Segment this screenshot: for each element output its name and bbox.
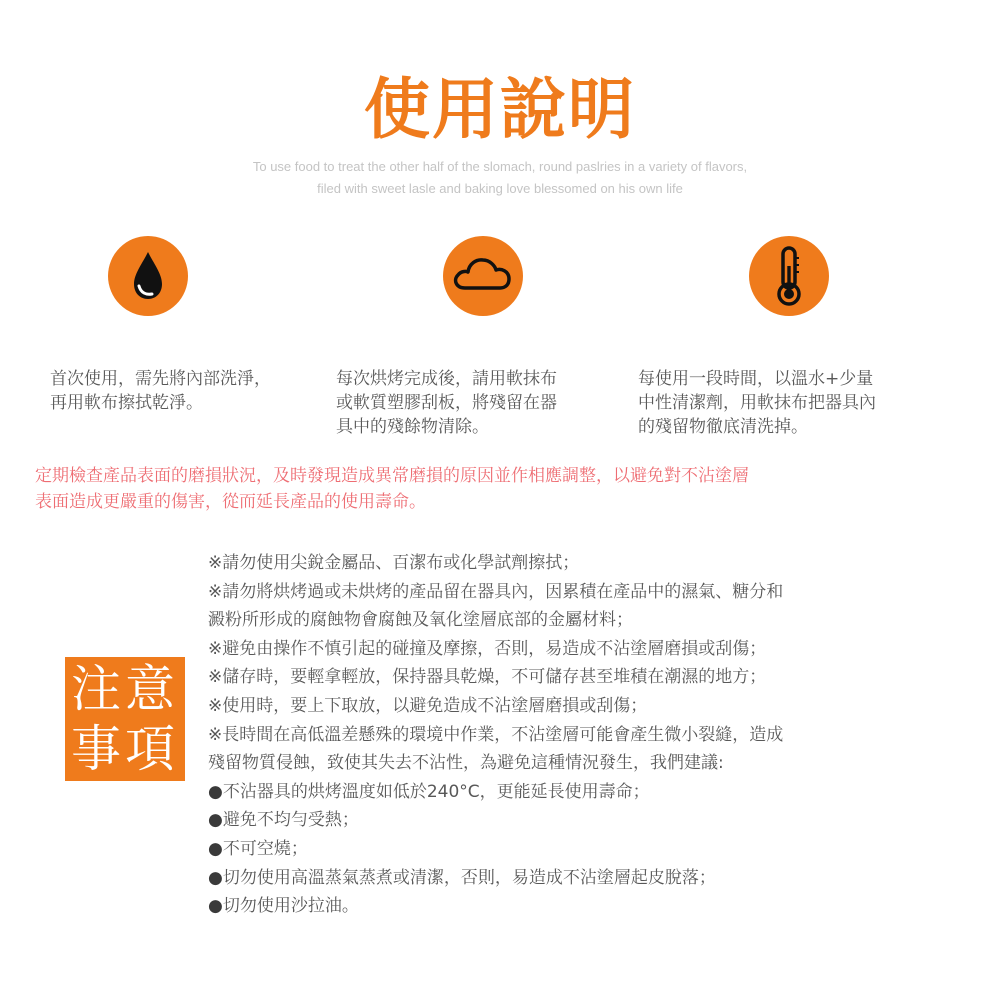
instruction-column-1 (50, 367, 335, 415)
subtitle-line-2: filed with sweet lasle and baking love blessomed on his own life (317, 181, 683, 196)
warning-line: 表面造成更嚴重的傷害，從而延長產品的使用壽命。 (35, 492, 426, 512)
bullet-dot-icon: ● (208, 867, 223, 888)
page-title: 使用說明 (364, 71, 636, 148)
cloud-icon (443, 236, 523, 316)
bullet-text: 不可空燒； (222, 838, 308, 859)
bullet-text: 切勿使用高溫蒸氣蒸煮或清潔，否則，易造成不沾塗層起皮脫落； (222, 867, 716, 888)
bullet-text: 不沾器具的烘烤溫度如低於240°C，更能延長使用壽命； (222, 781, 650, 802)
column-3-line: 中性清潔劑，用軟抹布把器具內 (638, 393, 876, 413)
notice-line: 殘留物質侵蝕，致使其失去不沾性，為避免這種情況發生，我們建議: (208, 753, 724, 774)
instruction-column-2 (336, 367, 626, 439)
column-3-line: 的殘留物徹底清洗掉。 (638, 417, 808, 437)
column-2-line: 每次烘烤完成後，請用軟抹布 (336, 369, 557, 389)
bullet-item (208, 835, 948, 864)
bullet-dot-icon: ● (208, 896, 223, 917)
thermometer-icon (749, 236, 829, 316)
column-1-line: 首次使用，需先將內部洗淨， (50, 369, 271, 389)
water-drop-icon (108, 236, 188, 316)
bullet-item (208, 864, 948, 893)
warning-paragraph (35, 463, 965, 515)
warning-line: 定期檢查產品表面的磨損狀況，及時發現造成異常磨損的原因並作相應調整，以避免對不沾塗層 (35, 466, 749, 486)
bullet-text: 切勿使用沙拉油。 (222, 896, 359, 917)
notice-label-line-2: 事項 (71, 720, 179, 778)
notice-line: ※請勿使用尖銳金屬品、百潔布或化學試劑擦拭； (208, 553, 580, 573)
instruction-column-3 (638, 367, 948, 439)
bullet-item (208, 806, 948, 835)
bullet-item (208, 892, 948, 921)
notice-list (208, 549, 948, 921)
column-2-line: 具中的殘餘物清除。 (336, 417, 489, 437)
notice-line: 澱粉所形成的腐蝕物會腐蝕及氧化塗層底部的金屬材料； (208, 610, 633, 631)
subtitle-line-1: To use food to treat the other half of the slomach, round paslries in a variety of flavors, (252, 159, 748, 174)
notice-label-box (65, 657, 185, 781)
notice-line: ※避免由操作不慎引起的碰撞及摩擦，否則，易造成不沾塗層磨損或刮傷； (208, 638, 767, 659)
notice-label-line-1: 注意 (71, 660, 179, 718)
column-2-line: 或軟質塑膠刮板，將殘留在器 (336, 393, 557, 413)
bullet-text: 避免不均勻受熱； (222, 810, 359, 831)
bullet-item (208, 778, 948, 807)
column-1-line: 再用軟布擦拭乾淨。 (50, 393, 203, 413)
bullet-dot-icon: ● (208, 838, 223, 859)
notice-line: ※請勿將烘烤過或未烘烤的產品留在器具內，因累積在產品中的濕氣、糖分和 (208, 581, 784, 602)
bullet-dot-icon: ● (208, 810, 223, 831)
notice-line: ※使用時，要上下取放，以避免造成不沾塗層磨損或刮傷； (208, 695, 648, 716)
column-3-line: 每使用一段時間，以溫水+少量 (638, 369, 874, 389)
bullet-dot-icon: ● (208, 781, 223, 802)
notice-line: ※長時間在高低溫差懸殊的環境中作業，不沾塗層可能會產生微小裂縫，造成 (208, 724, 784, 745)
notice-line: ※儲存時，要輕拿輕放，保持器具乾燥，不可儲存甚至堆積在潮濕的地方； (208, 667, 767, 688)
